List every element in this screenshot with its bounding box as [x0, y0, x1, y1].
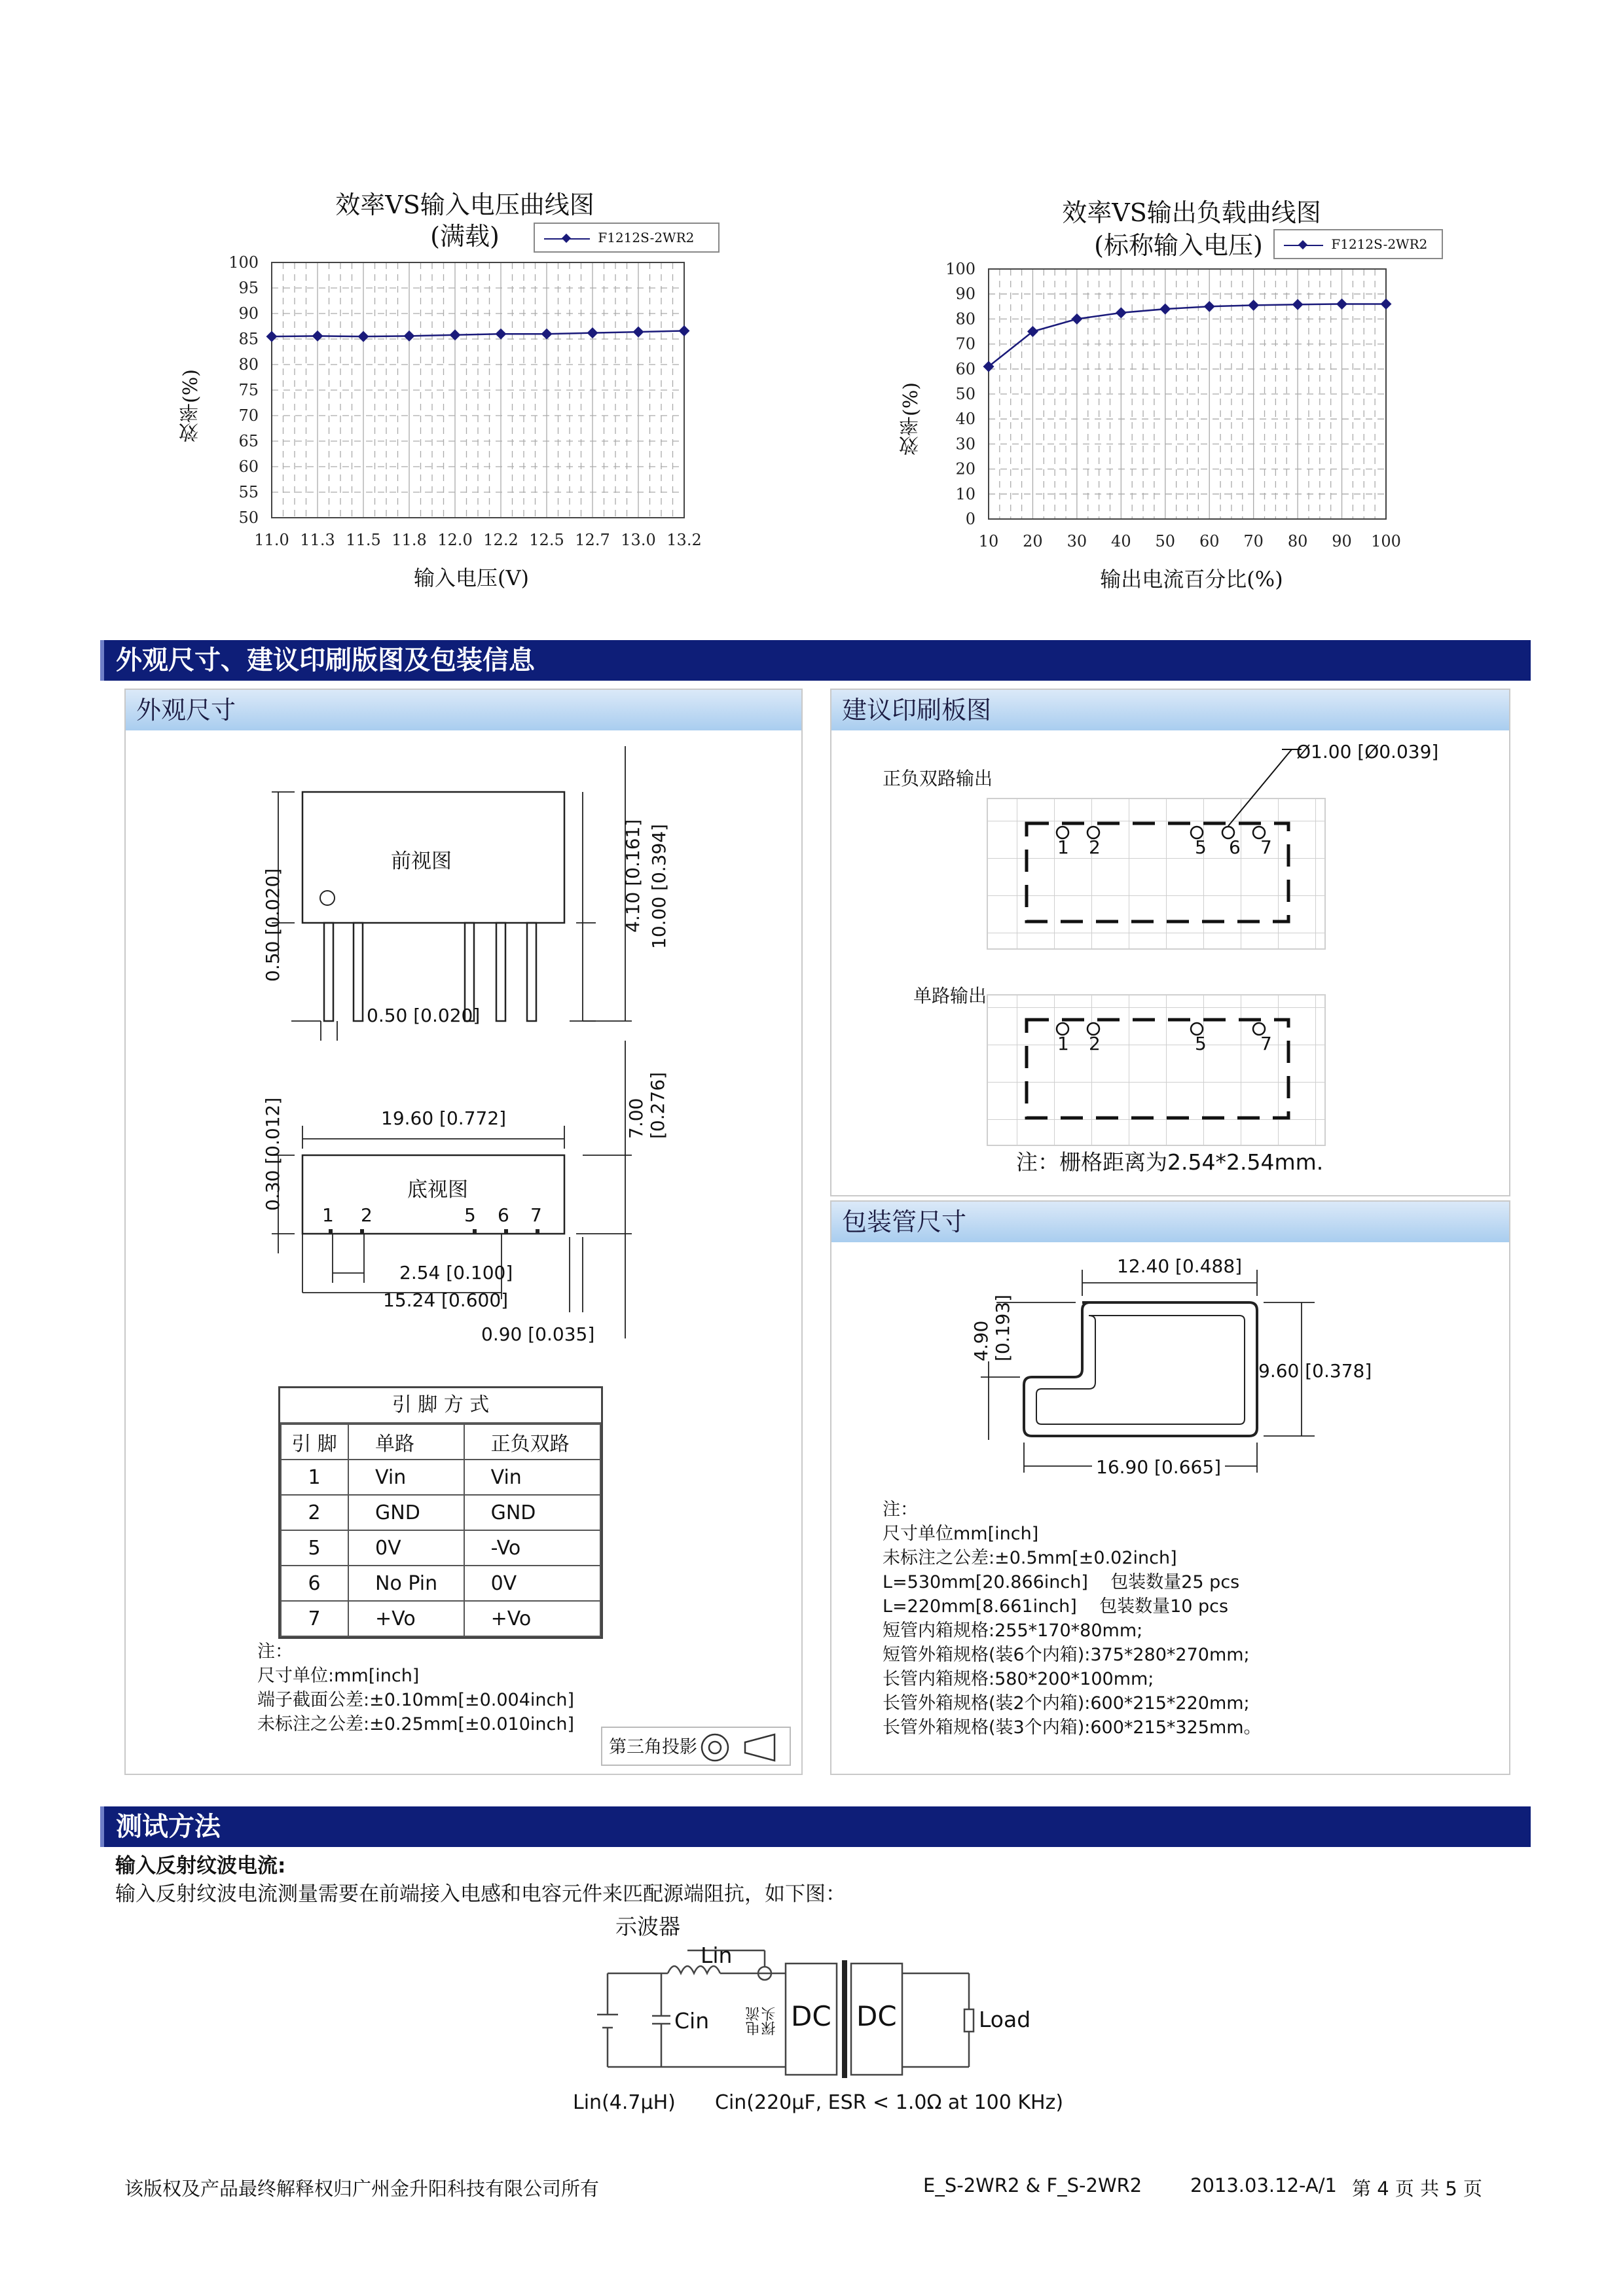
note-line: L=220mm[8.661inch] 包装数量10 pcs [883, 1596, 1229, 1617]
y-tick-label: 70 [238, 406, 259, 425]
y-tick-label: 60 [955, 359, 976, 378]
table-header: 引 脚 [281, 1424, 348, 1460]
cin-label: Cin [674, 2008, 710, 2034]
lin-label: Lin [701, 1943, 733, 1968]
pin-number: 2 [1089, 836, 1101, 858]
y-tick-label: 80 [955, 310, 976, 329]
y-tick-label: 60 [238, 457, 259, 476]
chart1-legend-label: F1212S-2WR2 [598, 230, 695, 245]
y-tick-label: 40 [955, 410, 976, 429]
x-tick-label: 11.0 [254, 531, 289, 549]
x-tick-label: 11.8 [392, 531, 427, 549]
dim-1240: 12.40 [0.488] [1113, 1255, 1246, 1277]
outline-panel-title: 外观尺寸 [126, 690, 801, 730]
chart2-title: 效率VS输出负载曲线图 [1062, 198, 1321, 227]
x-tick-label: 12.0 [437, 531, 473, 549]
chart2-plot [897, 259, 1421, 566]
data-point [1336, 298, 1347, 310]
table-header-row [281, 1424, 600, 1460]
projection-label: 第三角投影 [609, 1737, 697, 1757]
dim-1524: 15.24 [0.600] [383, 1289, 509, 1311]
pin-table-grid [280, 1424, 601, 1637]
chart1-subtitle: (满载) [430, 222, 500, 251]
y-tick-label: 0 [965, 510, 976, 528]
y-tick-label: 75 [238, 381, 259, 399]
table-cell: GND [464, 1495, 600, 1530]
data-point [1204, 301, 1215, 312]
table-row [281, 1566, 600, 1601]
note-line: 短管内箱规格:255*170*80mm; [883, 1621, 1143, 1641]
x-tick-label: 70 [1243, 532, 1264, 550]
pin-number: 2 [1089, 1033, 1101, 1054]
note-line: 短管外箱规格(装6个内箱):375*280*270mm; [883, 1645, 1250, 1665]
footer-page: 第 4 页 共 5 页 [1352, 2178, 1482, 2200]
dim-090: 0.90 [0.035] [481, 1323, 595, 1345]
note-line: L=530mm[20.866inch] 包装数量25 pcs [883, 1572, 1240, 1592]
chart1-title: 效率VS输入电压曲线图 [335, 190, 594, 219]
x-tick-label: 13.2 [666, 531, 702, 549]
dc-output-label: DC [856, 2000, 897, 2032]
x-tick-label: 12.5 [529, 531, 564, 549]
note-line: 注： [883, 1499, 918, 1520]
table-cell: 0V [348, 1530, 464, 1566]
pin-number: 7 [1260, 1033, 1272, 1054]
chart2-ylabel: 效率(%) [900, 382, 922, 456]
dim-050-pin: 0.50 [0.020] [367, 1005, 481, 1026]
chart1-xlabel: 输入电压(V) [413, 565, 530, 590]
x-tick-label: 12.7 [575, 531, 610, 549]
note-line: 未标注之公差:±0.25mm[±0.010inch] [257, 1714, 574, 1734]
table-cell: No Pin [348, 1566, 464, 1601]
y-tick-label: 90 [955, 285, 976, 304]
dc-input-label: DC [791, 2000, 831, 2032]
data-point [1248, 300, 1259, 311]
x-tick-label: 12.2 [483, 531, 519, 549]
pin-number: 1 [1057, 1033, 1069, 1054]
dual-output-label: 正负双路输出 [883, 768, 993, 789]
cin-value: Cin(220μF, ESR < 1.0Ω at 100 KHz) [715, 2091, 1064, 2114]
note-line: 长管外箱规格(装3个内箱):600*215*325mm。 [883, 1717, 1262, 1738]
table-header: 正负双路 [464, 1424, 600, 1460]
front-view-label: 前视图 [391, 850, 452, 873]
y-tick-label: 90 [238, 304, 259, 323]
legend-line-icon [1284, 245, 1323, 246]
footer-date: 2013.03.12-A/1 [1190, 2174, 1337, 2197]
pin-number: 2 [361, 1204, 373, 1226]
table-cell: 1 [281, 1460, 348, 1495]
data-point [496, 329, 507, 340]
table-cell: Vin [464, 1460, 600, 1495]
y-tick-label: 20 [955, 459, 976, 478]
pin-number: 5 [1195, 836, 1207, 858]
pin-number: 5 [1195, 1033, 1207, 1054]
table-cell: 2 [281, 1495, 348, 1530]
dim-1960: 19.60 [0.772] [378, 1107, 509, 1129]
test-heading: 输入反射纹波电流: [115, 1854, 286, 1878]
chart2-subtitle: (标称输入电压) [1094, 231, 1263, 260]
x-tick-label: 10 [978, 532, 999, 550]
data-point [587, 327, 598, 338]
pin-number: 7 [530, 1204, 542, 1226]
chart1-plot [177, 252, 720, 579]
x-tick-label: 40 [1111, 532, 1131, 550]
pin-number: 6 [498, 1204, 509, 1226]
data-point [404, 331, 415, 342]
x-tick-label: 11.5 [346, 531, 381, 549]
section-dimensions-header: 外观尺寸、建议印刷版图及包装信息 [100, 640, 1531, 681]
note-line: 长管内箱规格:580*200*100mm; [883, 1669, 1154, 1689]
bottom-view-label: 底视图 [407, 1178, 468, 1202]
dim-410: 4.10 [0.161] [622, 819, 644, 933]
pin-number: 7 [1260, 836, 1272, 858]
note-line: 尺寸单位:mm[inch] [257, 1666, 420, 1686]
data-point [541, 329, 553, 340]
x-tick-label: 11.3 [300, 531, 335, 549]
footer-model: E_S-2WR2 & F_S-2WR2 [923, 2174, 1142, 2197]
pin-table [278, 1386, 603, 1639]
legend-line-icon [544, 238, 590, 240]
x-tick-label: 60 [1199, 532, 1220, 550]
data-point [266, 331, 278, 342]
y-tick-label: 65 [238, 432, 259, 450]
table-row [281, 1601, 600, 1636]
chart1-ylabel: 效率(%) [179, 369, 202, 442]
pin-number: 6 [1229, 836, 1241, 858]
table-cell: Vin [348, 1460, 464, 1495]
dim-254: 2.54 [0.100] [399, 1262, 513, 1283]
dim-1690: 16.90 [0.665] [1092, 1456, 1225, 1478]
x-tick-label: 50 [1155, 532, 1176, 550]
table-cell: 5 [281, 1530, 348, 1566]
pcb-layout-drawing [830, 746, 1508, 1165]
note-line: 未标注之公差:±0.5mm[±0.02inch] [883, 1548, 1177, 1568]
tube-panel-title: 包装管尺寸 [831, 1202, 1509, 1242]
table-header: 单路 [348, 1424, 464, 1460]
data-point [1381, 298, 1392, 310]
y-tick-label: 50 [955, 385, 976, 403]
dim-030: 0.30 [0.012] [262, 1097, 283, 1211]
note-line: 尺寸单位mm[inch] [883, 1524, 1039, 1544]
x-tick-label: 80 [1287, 532, 1308, 550]
dim-700: 7.00 [0.276] [625, 1071, 668, 1139]
table-cell: 0V [464, 1566, 600, 1601]
y-tick-label: 55 [238, 483, 259, 501]
x-tick-label: 100 [1371, 532, 1401, 550]
probe-label: 电流探头 [746, 2007, 778, 2036]
table-cell: +Vo [348, 1601, 464, 1636]
chart2-legend [1273, 229, 1443, 259]
chart2-legend-label: F1212S-2WR2 [1331, 236, 1428, 252]
pin-number: 5 [464, 1204, 476, 1226]
single-output-label: 单路输出 [913, 985, 987, 1007]
pcb-panel-title: 建议印刷板图 [831, 690, 1509, 730]
outline-notes [257, 1640, 574, 1736]
table-cell: +Vo [464, 1601, 600, 1636]
data-point [1159, 304, 1171, 315]
note-line: 注： [257, 1641, 293, 1662]
y-tick-label: 100 [228, 253, 259, 272]
x-tick-label: 13.0 [621, 531, 656, 549]
table-cell: 7 [281, 1601, 348, 1636]
y-tick-label: 70 [955, 334, 976, 353]
third-angle-projection-icon [693, 1732, 784, 1763]
note-line: 长管外箱规格(装2个内箱):600*215*220mm; [883, 1693, 1250, 1713]
pin-number: 1 [322, 1204, 334, 1226]
table-cell: GND [348, 1495, 464, 1530]
chart2-xlabel: 输出电流百分比(%) [1100, 567, 1283, 592]
data-point [1292, 299, 1304, 310]
y-tick-label: 85 [238, 330, 259, 348]
data-point [1071, 314, 1082, 325]
chart1-legend [534, 223, 720, 253]
x-tick-label: 20 [1023, 532, 1043, 550]
dim-490: 4.90 [0.193] [970, 1250, 996, 1361]
test-description: 输入反射纹波电流测量需要在前端接入电感和电容元件来匹配源端阻抗，如下图： [115, 1882, 846, 1906]
x-tick-label: 30 [1067, 532, 1087, 550]
pin-table-title: 引 脚 方 式 [280, 1388, 601, 1424]
y-tick-label: 100 [945, 260, 976, 278]
table-row [281, 1495, 600, 1530]
data-point [312, 331, 323, 342]
data-point [633, 327, 644, 338]
footer-copyright: 该版权及产品最终解释权归广州金升阳科技有限公司所有 [124, 2178, 600, 2200]
y-tick-label: 80 [238, 355, 259, 374]
tube-notes [883, 1498, 1262, 1740]
y-tick-label: 50 [238, 509, 259, 527]
pin-number: 1 [1057, 836, 1069, 858]
note-line: 端子截面公差:±0.10mm[±0.004inch] [257, 1690, 574, 1710]
y-tick-label: 10 [955, 484, 976, 503]
grid-note: 注：栅格距离为2.54*2.54mm. [1016, 1149, 1324, 1175]
x-tick-label: 90 [1332, 532, 1352, 550]
projection-box [601, 1727, 791, 1766]
dim-1000: 10.00 [0.394] [648, 823, 670, 949]
y-tick-label: 95 [238, 279, 259, 297]
hole-diameter: Ø1.00 [Ø0.039] [1296, 741, 1439, 762]
table-cell: 6 [281, 1566, 348, 1601]
oscilloscope-label: 示波器 [615, 1914, 680, 1939]
lin-value: Lin(4.7μH) [573, 2091, 676, 2114]
dim-960: 9.60 [0.378] [1258, 1360, 1372, 1382]
table-row [281, 1530, 600, 1566]
data-point [1116, 307, 1127, 318]
dim-050-front: 0.50 [0.020] [262, 868, 283, 982]
pin1-marker [320, 891, 335, 905]
section-test-header: 测试方法 [100, 1806, 1531, 1847]
y-tick-label: 30 [955, 435, 976, 454]
table-row [281, 1460, 600, 1495]
table-cell: -Vo [464, 1530, 600, 1566]
data-point [358, 331, 369, 342]
load-label: Load [979, 2007, 1031, 2032]
data-point [679, 325, 690, 336]
